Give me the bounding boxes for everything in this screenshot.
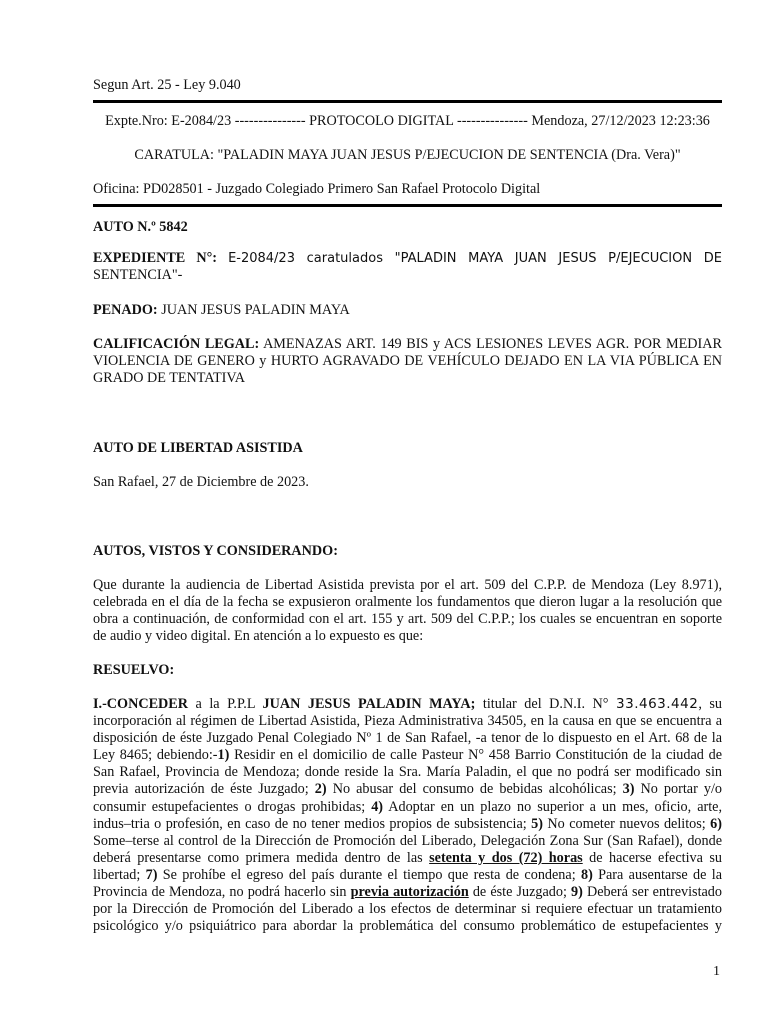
top-divider (93, 100, 722, 103)
calificacion-section (93, 336, 722, 387)
calificacion-line-1 (93, 336, 722, 353)
header-divider (93, 204, 722, 207)
penado-line (93, 302, 722, 319)
resolution-line (93, 799, 722, 816)
inmate-name: JUAN JESUS PALADIN MAYA; (262, 696, 476, 712)
expediente-value: E-2084/23 caratulados "PALADIN MAYA JUAN JESUS P/EJECUCION DE (228, 251, 722, 266)
considerando-line: obra a continuación, de conformidad con el art. 155 y art. 509 del C.P.P.; los cuales se encuentran en soporte (93, 611, 722, 628)
resolution-line (93, 850, 722, 867)
autos-vistos-text: AUTOS, VISTOS Y CONSIDERANDO: (93, 543, 338, 559)
text-span: Para ausentarse de la (592, 866, 723, 883)
considerando-line: celebrada en el día de la fecha se expusieron oralmente los fundamentos que dieron lugar a la resolución que (93, 594, 722, 611)
text-span: Adoptar en un plazo no superior a un mes, oficio, arte, (383, 798, 722, 815)
resolution-line: Some–terse al control de la Dirección de Promoción del Liberado, Delegación Zona Sur (San Rafael), donde (93, 832, 722, 849)
auto-subtitle-text: AUTO DE LIBERTAD ASISTIDA (93, 440, 303, 456)
resolution-line: San Rafael, Provincia de Mendoza; donde reside la Sra. María Paladin, el que no podrá ser modificado sin (93, 764, 722, 781)
considerando-line: de audio y video digital. En atención a lo expuesto es que: (93, 628, 424, 645)
resolution-line (93, 816, 722, 833)
resolution-line (93, 884, 722, 901)
text-span: a la P.P.L (187, 696, 263, 712)
considerando-line: Que durante la audiencia de Libertad Asistida prevista por el art. 509 del C.P.P. de Mendoza (Ley 8.971), (93, 577, 722, 593)
text-span: titular del D.N.I. N° (475, 696, 617, 712)
resuelvo-text: RESUELVO: (93, 662, 175, 678)
auto-number (93, 219, 722, 236)
item-number: 6) (710, 815, 722, 832)
text-span: Provincia de Mendoza, no podrá hacerlo sin (93, 884, 351, 901)
expediente-line-1 (93, 250, 722, 267)
resuelvo-heading (93, 662, 722, 679)
text-span: Se prohíbe el egreso del país durante el tiempo que resta de condena; (157, 866, 581, 883)
resolution-line (93, 781, 722, 798)
text-span: libertad; (93, 866, 146, 883)
expediente-header-line: Expte.Nro: E-2084/23 --------------- PROTOCOLO DIGITAL --------------- Mendoza, 27/12/2023 12:23:36 (105, 113, 710, 129)
resolution-line (93, 867, 722, 884)
conceder-label: I.-CONCEDER (93, 696, 188, 712)
item-number: 3) (622, 781, 635, 798)
considerando-paragraph (93, 577, 722, 645)
deadline-highlight: setenta y dos (72) horas (429, 849, 583, 866)
resolution-line (93, 747, 722, 764)
oficina-line: Oficina: PD028501 - Juzgado Colegiado Primero San Rafael Protocolo Digital (93, 181, 541, 197)
item-number: 9) (571, 884, 583, 901)
expediente-label: EXPEDIENTE N°: (93, 250, 217, 266)
item-number: 5) (531, 815, 543, 832)
item-number: 2) (314, 781, 327, 798)
text-span: No cometer nuevos delitos; (543, 815, 711, 832)
item-number: 7) (145, 866, 158, 883)
resolution-line: disposición de éste Juzgado Penal Colegiado Nº 1 de San Rafael, -a tenor de lo dispuesto en el Art. 68 de la (93, 730, 722, 747)
caratula-line: CARATULA: "PALADIN MAYA JUAN JESUS P/EJECUCION DE SENTENCIA (Dra. Vera)" (134, 147, 681, 163)
item-number: 1) (217, 747, 230, 764)
calificacion-line-3: GRADO DE TENTATIVA (93, 370, 246, 387)
text-span: previa autorización de éste Juzgado; (93, 781, 315, 798)
law-reference: Segun Art. 25 - Ley 9.040 (93, 77, 241, 93)
text-span: Ley 8465; debiendo:- (93, 747, 218, 764)
date-line: San Rafael, 27 de Diciembre de 2023. (93, 474, 309, 490)
autos-vistos-heading (93, 543, 722, 560)
resolution-line: psicológico y/o psiquiátrico para abordar la problemática del consumo problemático de estupefacientes y (93, 918, 722, 935)
penado-value: JUAN JESUS PALADIN MAYA (161, 302, 350, 318)
text-span: Residir en el domicilio de calle Pasteur N° 458 Barrio Constitución de la ciudad de (229, 747, 723, 764)
penado-label: PENADO: (93, 302, 158, 318)
page-number: 1 (713, 964, 720, 979)
text-span: indus–tria o profesión, en caso de no tener medios propios de subsistencia; (93, 815, 532, 832)
auto-subtitle (93, 440, 722, 457)
calificacion-line-2: VIOLENCIA DE GENERO y HURTO AGRAVADO DE VEHÍCULO DEJADO EN LA VIA PÚBLICA EN (93, 353, 722, 370)
expediente-line-2: SENTENCIA"- (93, 267, 183, 283)
resolution-paragraph (93, 696, 722, 935)
calificacion-value-1: AMENAZAS ART. 149 BIS y ACS LESIONES LEVES AGR. POR MEDIAR (263, 336, 722, 352)
text-span: Deberá ser entrevistado (582, 884, 722, 901)
text-span: , su (698, 696, 723, 712)
resolution-line: por la Dirección de Promoción del Liberado a los efectos de determinar si requiere efectuar un tratamiento (93, 901, 722, 918)
expediente-section (93, 250, 722, 284)
text-span: deberá presentarse como primera medida dentro de las (93, 849, 430, 866)
text-span: consumir estupefacientes o drogas prohibidas; (93, 798, 372, 815)
text-span: No abusar del consumo de bebidas alcohólicas; (326, 781, 623, 798)
resolution-line (93, 696, 722, 713)
text-span: de hacerse efectiva su (582, 849, 722, 866)
auto-number-text: AUTO N.º 5842 (93, 219, 188, 235)
item-number: 8) (580, 866, 593, 883)
authorization-highlight: previa autorización (350, 884, 469, 901)
text-span: No portar y/o (634, 781, 722, 798)
text-span: de éste Juzgado; (468, 884, 572, 901)
item-number: 4) (371, 798, 384, 815)
calificacion-label: CALIFICACIÓN LEGAL: (93, 336, 260, 352)
dni-number: 33.463.442 (616, 696, 699, 712)
resolution-line: incorporación al régimen de Libertad Asistida, Pieza Administrativa 34505, en la causa en que se encuentra a (93, 713, 722, 730)
